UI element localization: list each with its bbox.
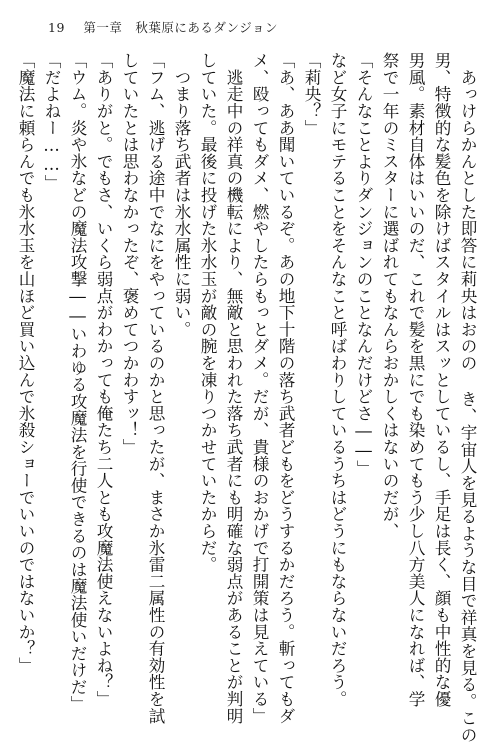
page-number: 19 bbox=[48, 20, 65, 35]
text-line: 祭で一年のミスターに選ばれてもなんらおかしくはないのだが、 bbox=[380, 52, 399, 540]
text-line: あっけらかんとした即答に莉央はおのの き、宇宙人を見るような目で祥真を見る。この bbox=[458, 52, 477, 743]
text-line: 「だよねー……」 bbox=[42, 52, 61, 192]
text-line: 「そんなことよりダンジョンのことなんだけどさ――」 bbox=[354, 52, 373, 477]
vertical-text-body bbox=[16, 52, 480, 743]
text-line: 「魔法に頼らんでも氷水玉を山ほど買い込んで氷殺ショーでいいのではないか？」 bbox=[16, 52, 35, 674]
text-line: 男、特徴的な髪色を除けばスタイルはスッとしているし、手足は長く、顔も中性的な優 bbox=[432, 52, 451, 708]
text-line: つまり落ち武者は氷水属性に弱い。 bbox=[172, 52, 191, 338]
text-line: など女子にモテることをそんなこと呼ばわりしているうちはどうにもならないだろう。 bbox=[328, 52, 347, 708]
text-line: 「あ、ああ聞いているぞ。あの地下十階の落ち武者どもをどうするかだろう。斬ってもダ bbox=[276, 52, 295, 724]
text-line: 「ありがと。でもさ、いくら弱点がわかっても俺たち二人とも攻魔法使えないよね？」 bbox=[94, 52, 113, 708]
text-line: 「ウム。炎や氷などの魔法攻撃――いわゆる攻魔法を行使できるのは魔法使いだけだ」 bbox=[68, 52, 87, 712]
text-line: していたとは思わなかったぞ、褒めてつかわすッ！」 bbox=[120, 52, 139, 456]
text-line: 逃走中の祥真の機転により、無敵と思われた落ち武者にも明確な弱点があることが判明 bbox=[224, 52, 243, 724]
chapter-title: 第一章 秋葉原にあるダンジョン bbox=[83, 20, 278, 35]
text-line: 「フム、逃げる途中でなにをやっているのかと思ったが、まさか氷雷二属性の有効性を試 bbox=[146, 52, 165, 724]
text-line: 男風。素材自体はいいのだ、これで髪を黒にでも染めてもう少し八方美人になれば、学 bbox=[406, 52, 425, 708]
text-line: メ、殴ってもダメ、燃やしたらもっとダメ。だが、貴様のおかげで打開策は見えている」 bbox=[250, 52, 269, 724]
text-line: していた。最後に投げた氷水玉が敵の腕を凍りつかせていたからだ。 bbox=[198, 52, 217, 573]
running-header bbox=[48, 18, 278, 36]
text-line: 「莉央？」 bbox=[302, 52, 321, 136]
